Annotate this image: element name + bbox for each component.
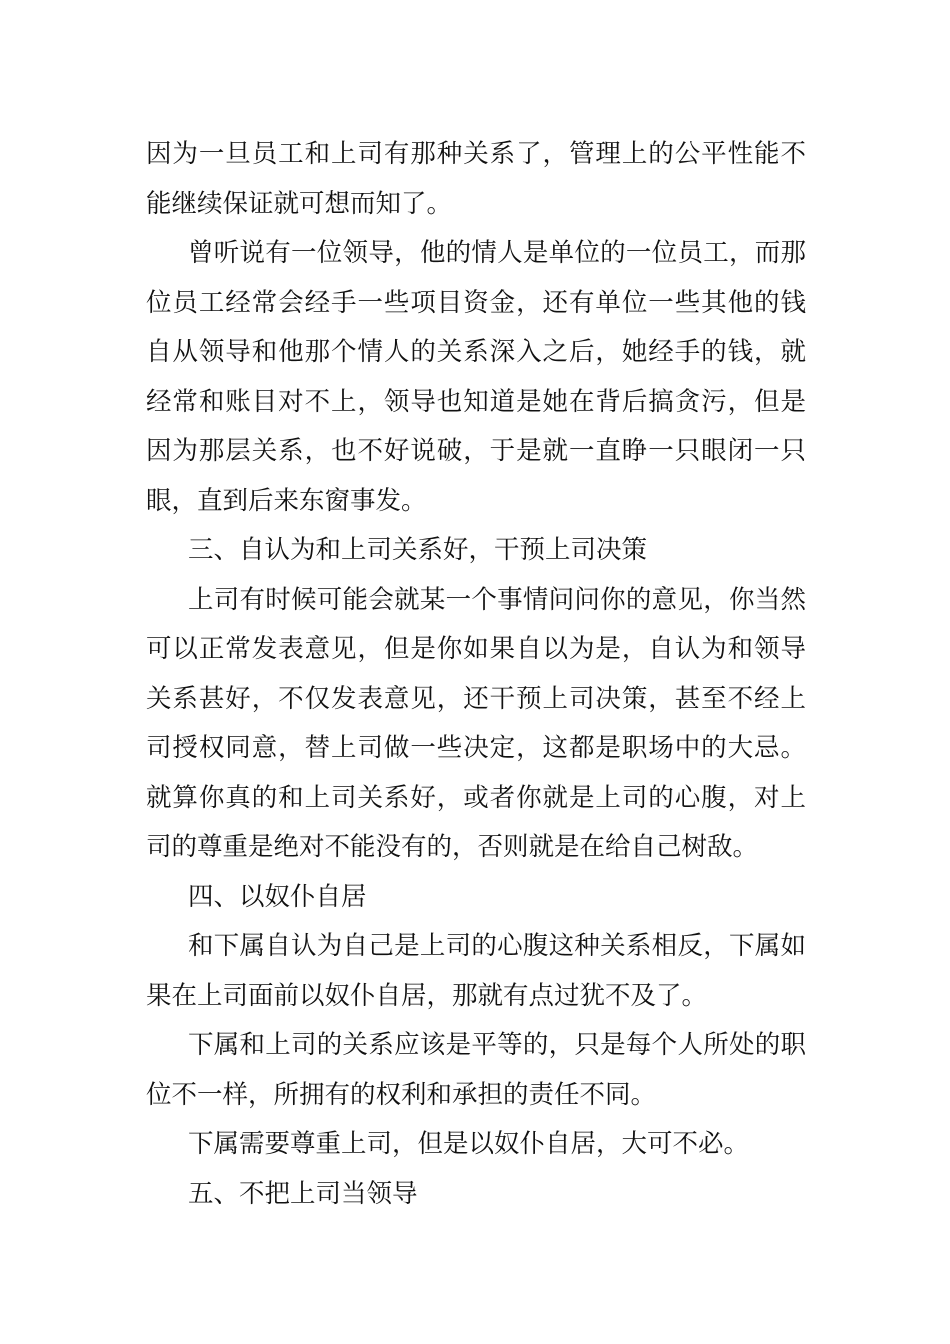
text-line: 司授权同意，替上司做一些决定，这都是职场中的大忌。 [146, 733, 806, 763]
text-line: 下属需要尊重上司，但是以奴仆自居，大可不必。 [188, 1129, 750, 1159]
text-line: 眼，直到后来东窗事发。 [146, 485, 427, 516]
text-line: 能继续保证就可想而知了。 [146, 188, 453, 219]
text-line: 司的尊重是绝对不能没有的，否则就是在给自己树敌。 [146, 832, 759, 862]
text-line: 就算你真的和上司关系好，或者你就是上司的心腹，对上 [146, 782, 806, 813]
text-line: 经常和账目对不上，领导也知道是她在背后搞贪污，但是 [146, 386, 806, 417]
text-line: 关系甚好，不仅发表意见，还干预上司决策，甚至不经上 [146, 683, 806, 714]
text-line: 五、不把上司当领导 [188, 1178, 418, 1209]
text-line: 位不一样，所拥有的权利和承担的责任不同。 [146, 1079, 657, 1110]
text-line: 果在上司面前以奴仆自居，那就有点过犹不及了。 [146, 980, 708, 1011]
text-line: 可以正常发表意见，但是你如果自以为是，自认为和领导 [146, 634, 806, 664]
text-line: 四、以奴仆自居 [188, 881, 367, 912]
text-line: 位员工经常会经手一些项目资金，还有单位一些其他的钱 [146, 287, 806, 318]
text-line: 上司有时候可能会就某一个事情问问你的意见，你当然 [188, 584, 806, 615]
text-line: 因为那层关系，也不好说破，于是就一直睁一只眼闭一只 [146, 436, 806, 466]
text-line: 三、自认为和上司关系好，干预上司决策 [188, 535, 648, 565]
text-line: 下属和上司的关系应该是平等的，只是每个人所处的职 [188, 1030, 806, 1060]
document-body [146, 130, 806, 1219]
text-line: 和下属自认为自己是上司的心腹这种关系相反，下属如 [188, 931, 806, 961]
text-line: 曾听说有一位领导，他的情人是单位的一位员工，而那 [188, 238, 806, 268]
text-line: 因为一旦员工和上司有那种关系了，管理上的公平性能不 [146, 139, 806, 169]
text-line: 自从领导和他那个情人的关系深入之后，她经手的钱，就 [146, 337, 806, 367]
